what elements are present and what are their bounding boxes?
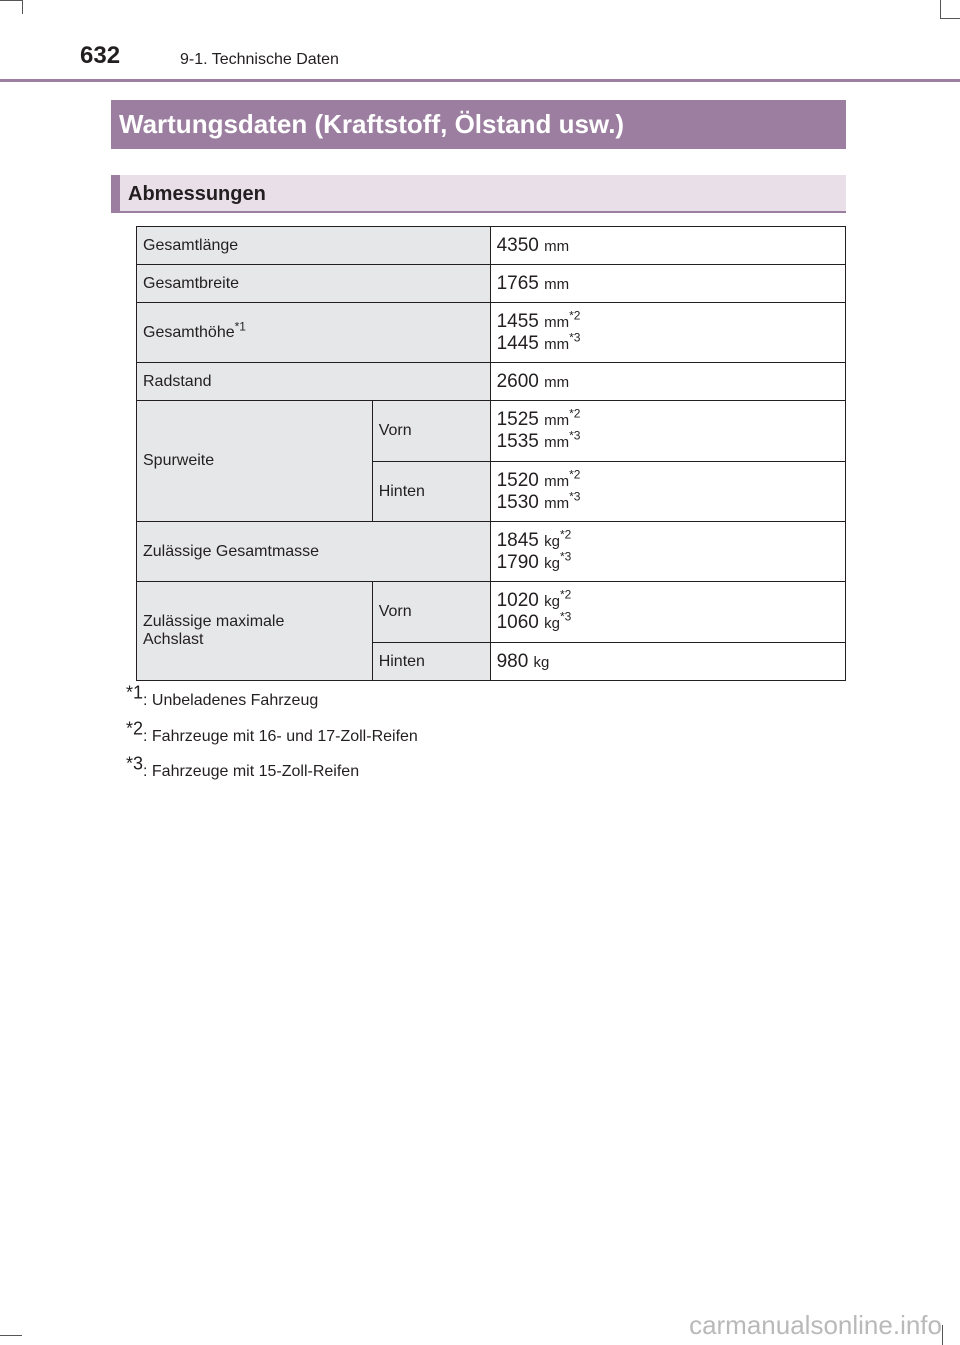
crop-mark [940, 0, 941, 18]
main-title: Wartungsdaten (Kraftstoff, Ölstand usw.) [111, 100, 846, 149]
row-label: Spurweite [137, 401, 373, 522]
crop-mark [0, 0, 22, 1]
row-label: Gesamthöhe$^{*1}$ [137, 303, 491, 363]
row-value: 2600 mm [490, 363, 845, 401]
table-row [137, 582, 846, 643]
row-value: 1020 $kg^{*2}$ 1060 $kg^{*3}$ [490, 582, 845, 643]
crop-mark [0, 1335, 22, 1336]
crop-mark [940, 18, 960, 19]
row-label: Gesamtbreite [137, 265, 491, 303]
row-label: Zulässige maximale Achslast [137, 582, 373, 681]
row-sublabel: Vorn [372, 401, 490, 462]
footnote: $^{*1}$: Unbeladenes Fahrzeug [126, 682, 319, 709]
watermark: carmanualsonline.info [689, 1310, 942, 1340]
row-sublabel: Hinten [372, 643, 490, 681]
row-sublabel: Hinten [372, 462, 490, 522]
page-number: 632 [80, 42, 121, 69]
row-value: 1765 mm [490, 265, 845, 303]
row-value: 1525 $mm^{*2}$ 1535 $mm^{*3}$ [490, 401, 845, 462]
table-row [137, 401, 846, 462]
table-row [137, 265, 846, 303]
row-sublabel: Vorn [372, 582, 490, 643]
footnote: $^{*3}$: Fahrzeuge mit 15-Zoll-Reifen [126, 753, 360, 780]
row-value: 1845 $kg^{*2}$ 1790 $kg^{*3}$ [490, 522, 845, 582]
row-value: 1455 $mm^{*2}$ 1445 $mm^{*3}$ [490, 303, 845, 363]
table-row [137, 522, 846, 582]
row-value: 1520 $mm^{*2}$ 1530 $mm^{*3}$ [490, 462, 845, 522]
row-label: Zulässige Gesamtmasse [137, 522, 491, 582]
crop-mark [22, 0, 23, 14]
header-rule [0, 79, 960, 82]
chapter-title: 9-1. Technische Daten [180, 51, 339, 68]
section-title: Abmessungen [111, 175, 846, 213]
row-label: Gesamtlänge [137, 227, 491, 265]
footnote: $^{*2}$: Fahrzeuge mit 16- und 17-Zoll-Reifen [126, 718, 418, 745]
crop-mark [942, 1325, 943, 1345]
table-row [137, 227, 846, 265]
table-row [137, 363, 846, 401]
row-value: 980 kg [490, 643, 845, 681]
dimensions-table [136, 226, 846, 681]
table-row [137, 303, 846, 363]
row-value: 4350 mm [490, 227, 845, 265]
row-label: Radstand [137, 363, 491, 401]
